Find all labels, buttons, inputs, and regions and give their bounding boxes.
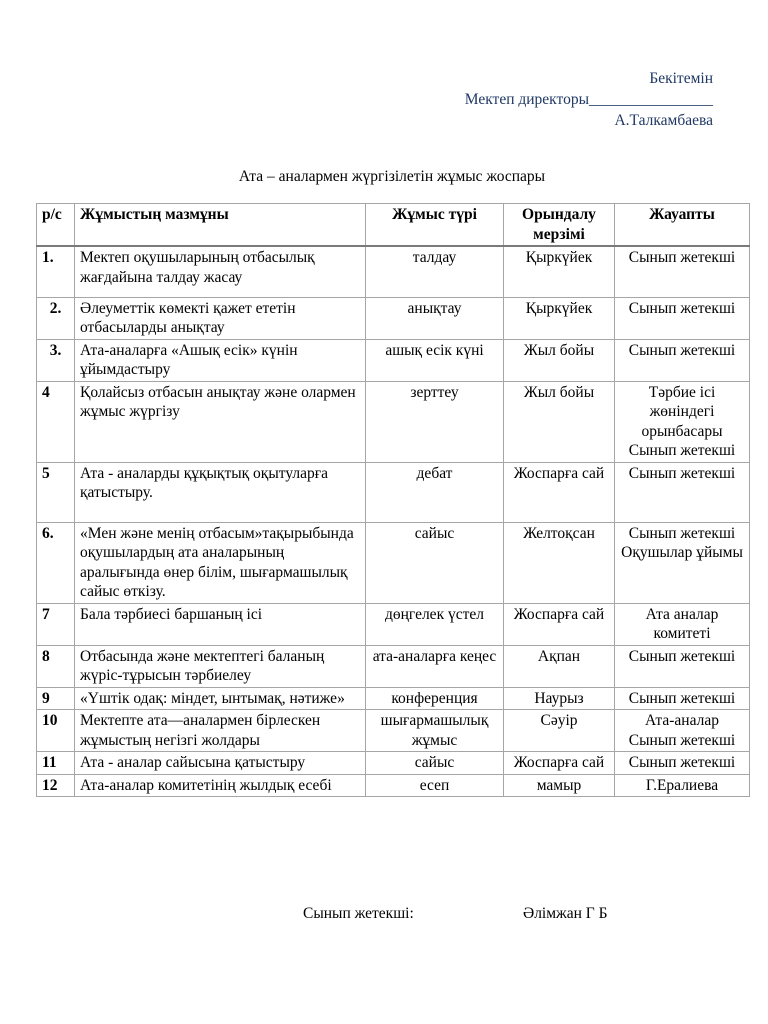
table-row <box>37 522 750 603</box>
row-date: Жыл бойы <box>504 339 615 381</box>
row-content: Мектеп оқушыларының отбасылық жағдайына талдау жасау <box>75 246 366 297</box>
approve-label: Бекітемін <box>649 70 713 87</box>
row-responsible: Сынып жетекші <box>615 752 750 775</box>
row-type: конференция <box>366 687 504 710</box>
row-content: Қолайсыз отбасын анықтау және олармен жұмыс жүргізу <box>75 381 366 462</box>
row-type: ата-аналарға кеңес <box>366 645 504 687</box>
row-type: дебат <box>366 462 504 522</box>
row-content: Мектепте ата—аналармен бірлескен жұмыстың негізгі жолдары <box>75 710 366 752</box>
work-plan-table <box>36 203 750 797</box>
row-date: Қыркүйек <box>504 246 615 297</box>
table-header-row <box>37 204 750 247</box>
row-responsible: Тәрбие ісі жөніндегі орынбасары Сынып жетекші <box>615 381 750 462</box>
row-date: Жыл бойы <box>504 381 615 462</box>
row-date: Наурыз <box>504 687 615 710</box>
row-content: «Мен және менің отбасым»тақырыбында оқушылардың ата аналарының аралығында өнер білім, шығармашылық сайыс өткізу. <box>75 522 366 603</box>
row-num: 8 <box>37 645 75 687</box>
table-row <box>37 603 750 645</box>
row-num: 11 <box>37 752 75 775</box>
row-content: Әлеуметтік көмекті қажет ететін отбасыларды анықтау <box>75 297 366 339</box>
table-row <box>37 774 750 797</box>
header-content: Жұмыстың мазмұны <box>75 204 366 247</box>
row-content: «Үштік одақ: міндет, ынтымақ, нәтиже» <box>75 687 366 710</box>
row-num: 5 <box>37 462 75 522</box>
row-content: Отбасында және мектептегі баланың жүріс-тұрысын тәрбиелеу <box>75 645 366 687</box>
row-responsible: Сынып жетекші <box>615 645 750 687</box>
row-responsible: Сынып жетекші <box>615 297 750 339</box>
header-type: Жұмыс түрі <box>366 204 504 247</box>
row-date: Сәуір <box>504 710 615 752</box>
row-type: сайыс <box>366 752 504 775</box>
director-line: Мектеп директоры________________ <box>464 91 713 108</box>
row-content: Ата - аналар сайысына қатыстыру <box>75 752 366 775</box>
row-type: есеп <box>366 774 504 797</box>
row-responsible: Ата-аналар Сынып жетекші <box>615 710 750 752</box>
row-type: анықтау <box>366 297 504 339</box>
row-num: 2. <box>37 297 75 339</box>
row-num: 1. <box>37 246 75 297</box>
row-date: Ақпан <box>504 645 615 687</box>
header-date: Орындалу мерзімі <box>504 204 615 247</box>
table-row <box>37 381 750 462</box>
director-name: А.Талкамбаева <box>614 112 713 129</box>
row-responsible: Ата аналар комитеті <box>615 603 750 645</box>
footer-label: Сынып жетекші: <box>303 905 414 922</box>
row-responsible: Сынып жетекші <box>615 687 750 710</box>
header-responsible: Жауапты <box>615 204 750 247</box>
row-responsible: Сынып жетекші <box>615 339 750 381</box>
row-content: Бала тәрбиесі баршаның ісі <box>75 603 366 645</box>
row-type: талдау <box>366 246 504 297</box>
row-responsible: Г.Ералиева <box>615 774 750 797</box>
row-num: 9 <box>37 687 75 710</box>
row-content: Ата - аналарды құқықтық оқытуларға қатыстыру. <box>75 462 366 522</box>
row-num: 7 <box>37 603 75 645</box>
table-row <box>37 339 750 381</box>
row-type: зерттеу <box>366 381 504 462</box>
table-row <box>37 752 750 775</box>
row-content: Ата-аналар комитетінің жылдық есебі <box>75 774 366 797</box>
row-num: 3. <box>37 339 75 381</box>
row-type: сайыс <box>366 522 504 603</box>
row-date: мамыр <box>504 774 615 797</box>
footer-name: Әлімжан Г Б <box>523 905 608 922</box>
table-row <box>37 645 750 687</box>
page-title: Ата – аналармен жүргізілетін жұмыс жоспары <box>238 168 546 185</box>
row-type: ашық есік күні <box>366 339 504 381</box>
row-date: Жоспарға сай <box>504 603 615 645</box>
approval-block <box>465 68 713 131</box>
table-row <box>37 710 750 752</box>
row-num: 10 <box>37 710 75 752</box>
table-row <box>37 687 750 710</box>
row-date: Желтоқсан <box>504 522 615 603</box>
row-num: 12 <box>37 774 75 797</box>
row-num: 4 <box>37 381 75 462</box>
table-row <box>37 297 750 339</box>
header-num: р/с <box>37 204 75 247</box>
table-row <box>37 462 750 522</box>
row-responsible: Сынып жетекші <box>615 462 750 522</box>
row-date: Жоспарға сай <box>504 752 615 775</box>
row-date: Қыркүйек <box>504 297 615 339</box>
row-type: шығармашылық жұмыс <box>366 710 504 752</box>
row-content: Ата-аналарға «Ашық есік» күнін ұйымдастыру <box>75 339 366 381</box>
row-type: дөңгелек үстел <box>366 603 504 645</box>
table-row <box>37 246 750 297</box>
row-date: Жоспарға сай <box>504 462 615 522</box>
row-responsible: Сынып жетекші Оқушылар ұйымы <box>615 522 750 603</box>
row-num: 6. <box>37 522 75 603</box>
row-responsible: Сынып жетекші <box>615 246 750 297</box>
